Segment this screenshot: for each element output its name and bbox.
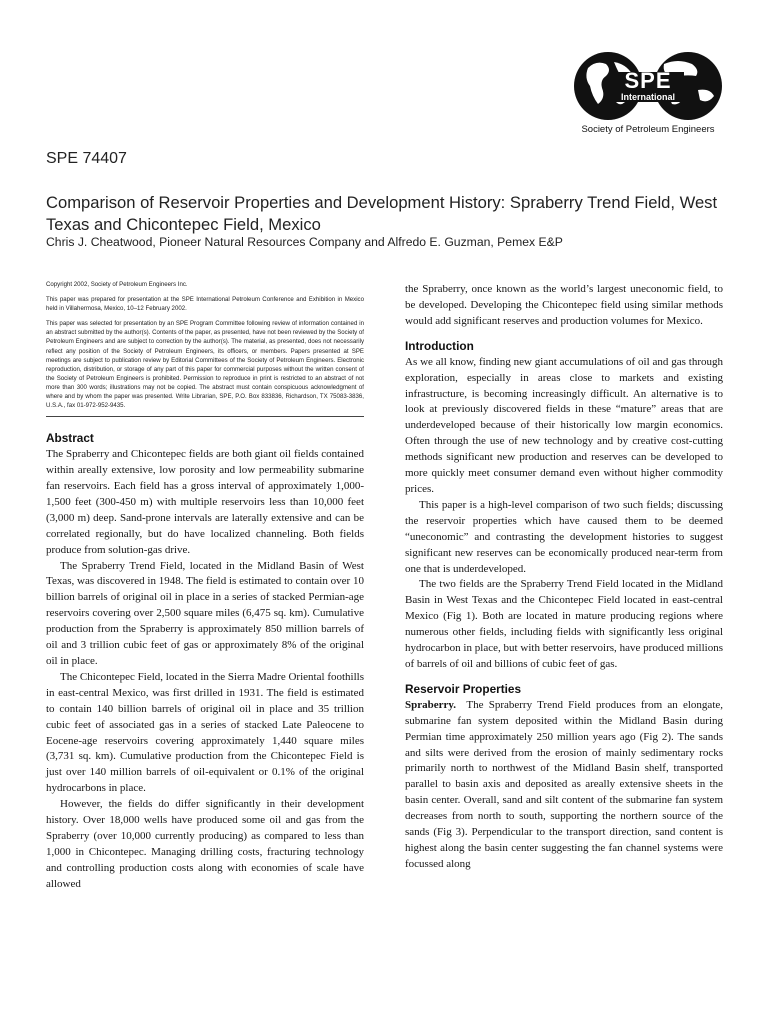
paper-number: SPE 74407 (46, 150, 127, 167)
reservoir-paragraph (405, 698, 723, 873)
reservoir-paragraph-text: The Spraberry Trend Field produces from an elongate, submarine fan system deposited within the Midland Basin during Permian time approximately 250 million years ago (Fig 2). The sands and silts were derived from the erosion of mainly sedimentary rocks primarily north to northwest of the Midland Basin shelf, transported parallel to basin axis and deposited as areally extensive sheets in the basin center. Overall, sand and silt content of the submarine fan system decreases from north to south, supporting the northern source of the sands (Fig 3). Perpendicular to the transport direction, sand content is highest along the basin center suggesting the fan channel systems were focussed along (405, 698, 724, 870)
authors: Chris J. Cheatwood, Pioneer Natural Resources Company and Alfredo E. Guzman, Pemex E&P (46, 235, 563, 249)
abstract-paragraph: The Spraberry Trend Field, located in the Midland Basin of West Texas, was discovered in 1948. The field is estimated to contain over 10 billion barrels of original oil in place in a series of stacked Permian-age reservoirs covering over 2,500 square miles (6,475 sq. km). Cumulative production from the Spraberry is approximately 850 million barrels of oil and 3 trillion cubic feet of gas or approximately 8% of the original oil in place. (46, 559, 364, 667)
copyright-notice: Copyright 2002, Society of Petroleum Engineers Inc. (46, 281, 188, 288)
paper-title: Comparison of Reservoir Properties and Development History: Spraberry Trend Field, West Texas and Chicontepec Field, Mexico (46, 193, 718, 234)
introduction-paragraph: As we all know, finding new giant accumulations of oil and gas through exploration, especially in areas close to markets and existing infrastructure, is becoming increasingly difficult. An alternative is to look at previously discovered fields in these “mature” areas that are underdeveloped because of their historically low margin economics. Often through the use of new technology and by creative cost-cutting methods significant new production and reserves can be developed to more quickly meet consumer demand even without higher commodity prices. (405, 355, 723, 495)
abstract-paragraph: However, the fields do differ significantly in their development history. Over 18,000 wells have produced some oil and gas from the Spraberry (over 10,000 currently producing) as compared to less than 1,000 in Chicontepec. Managing drilling costs, fracturing technology and controlling production costs along with economies of scale have allowed (46, 798, 364, 890)
spraberry-run-in: Spraberry. (405, 698, 457, 711)
logo-mark: SPE (624, 68, 672, 93)
reservoir-properties-heading: Reservoir Properties (405, 681, 522, 696)
introduction-paragraph: This paper is a high-level comparison of two such fields; discussing the reservoir properties which have caused them to be deemed “uneconomic” and contrasting the development histories to suggest significant new reserves can be economically produced near-term from one that is underdeveloped. (405, 498, 723, 575)
logo-org-name: Society of Petroleum Engineers (581, 124, 715, 135)
spe-logo (572, 46, 724, 138)
abstract-paragraph: The Chicontepec Field, located in the Sierra Madre Oriental foothills in east-central Mexico, was first drilled in 1931. The field is estimated to contain 140 billion barrels of original oil in place and 35 trillion cubic feet of associated gas in a series of stacked Late Paleocene to Eocene-age reservoirs covering approximately 1,440 square miles (3,731 sq. km). Cumulative production from the Chicontepec Field is just over 140 million barrels of oil-equivalent or 0.1% of the original hydrocarbons in place. (46, 670, 364, 795)
presentation-notice: This paper was prepared for presentation at the SPE International Petroleum Conference and Exhibition in Mexico held in Villahermosa, Mexico, 10–12 February 2002. (46, 296, 364, 313)
introduction-heading: Introduction (405, 338, 474, 353)
abstract-heading: Abstract (46, 431, 94, 446)
review-notice: This paper was selected for presentation by an SPE Program Committee following review of information contained in an abstract submitted by the author(s). Contents of the paper, as presented, have not been reviewed by the Society of Petroleum Engineers and are subject to correction by the author(s). The material, as presented, does not necessarily reflect any position of the Society of Petroleum Engineers, its officers, or members. Papers presented at SPE meetings are subject to publication review by Editorial Committees of the Society of Petroleum Engineers. Electronic reproduction, distribution, or storage of any part of this paper for commercial purposes without the written consent of the Society of Petroleum Engineers is prohibited. Permission to reproduce in print is restricted to an abstract of not more than 300 words; illustrations may not be copied. The abstract must contain conspicuous acknowledgment of where and by whom the paper was presented. Write Librarian, SPE, P.O. Box 833836, Richardson, TX 75083-3836, U.S.A., fax 01-972-952-9435. (46, 320, 364, 410)
abstract-paragraph: The Spraberry and Chicontepec fields are both giant oil fields contained within areally extensive, low porosity and low permeability submarine fan reservoirs. Each field has a gross interval of approximately 1,000-1,500 feet (300-450 m) with multiple reservoirs less than 10,000 feet (3,000 m) deep. Sand-prone intervals are laterally extensive and can be correlated regionally, but do have localized channeling. Both fields produce from solution-gas drive. (46, 448, 364, 556)
continuation-paragraph: the Spraberry, once known as the world’s largest uneconomic field, to be developed. Developing the Chicontepec field using similar methods would add significant reserves and production volumes for Mexico. (405, 283, 723, 327)
introduction-paragraph: The two fields are the Spraberry Trend Field located in the Midland Basin in West Texas and the Chicontepec Field located in east-central Mexico (Fig 1). Both are located in mature producing regions where numerous other fields, including fields with significantly less original hydrocarbon in place, but with better reservoirs, have produced millions of barrels of oil and billions of cubic feet of gas. (405, 578, 723, 670)
right-column (405, 282, 723, 873)
left-column (46, 280, 364, 893)
divider (46, 416, 364, 417)
logo-mark-sub: International (620, 92, 675, 102)
